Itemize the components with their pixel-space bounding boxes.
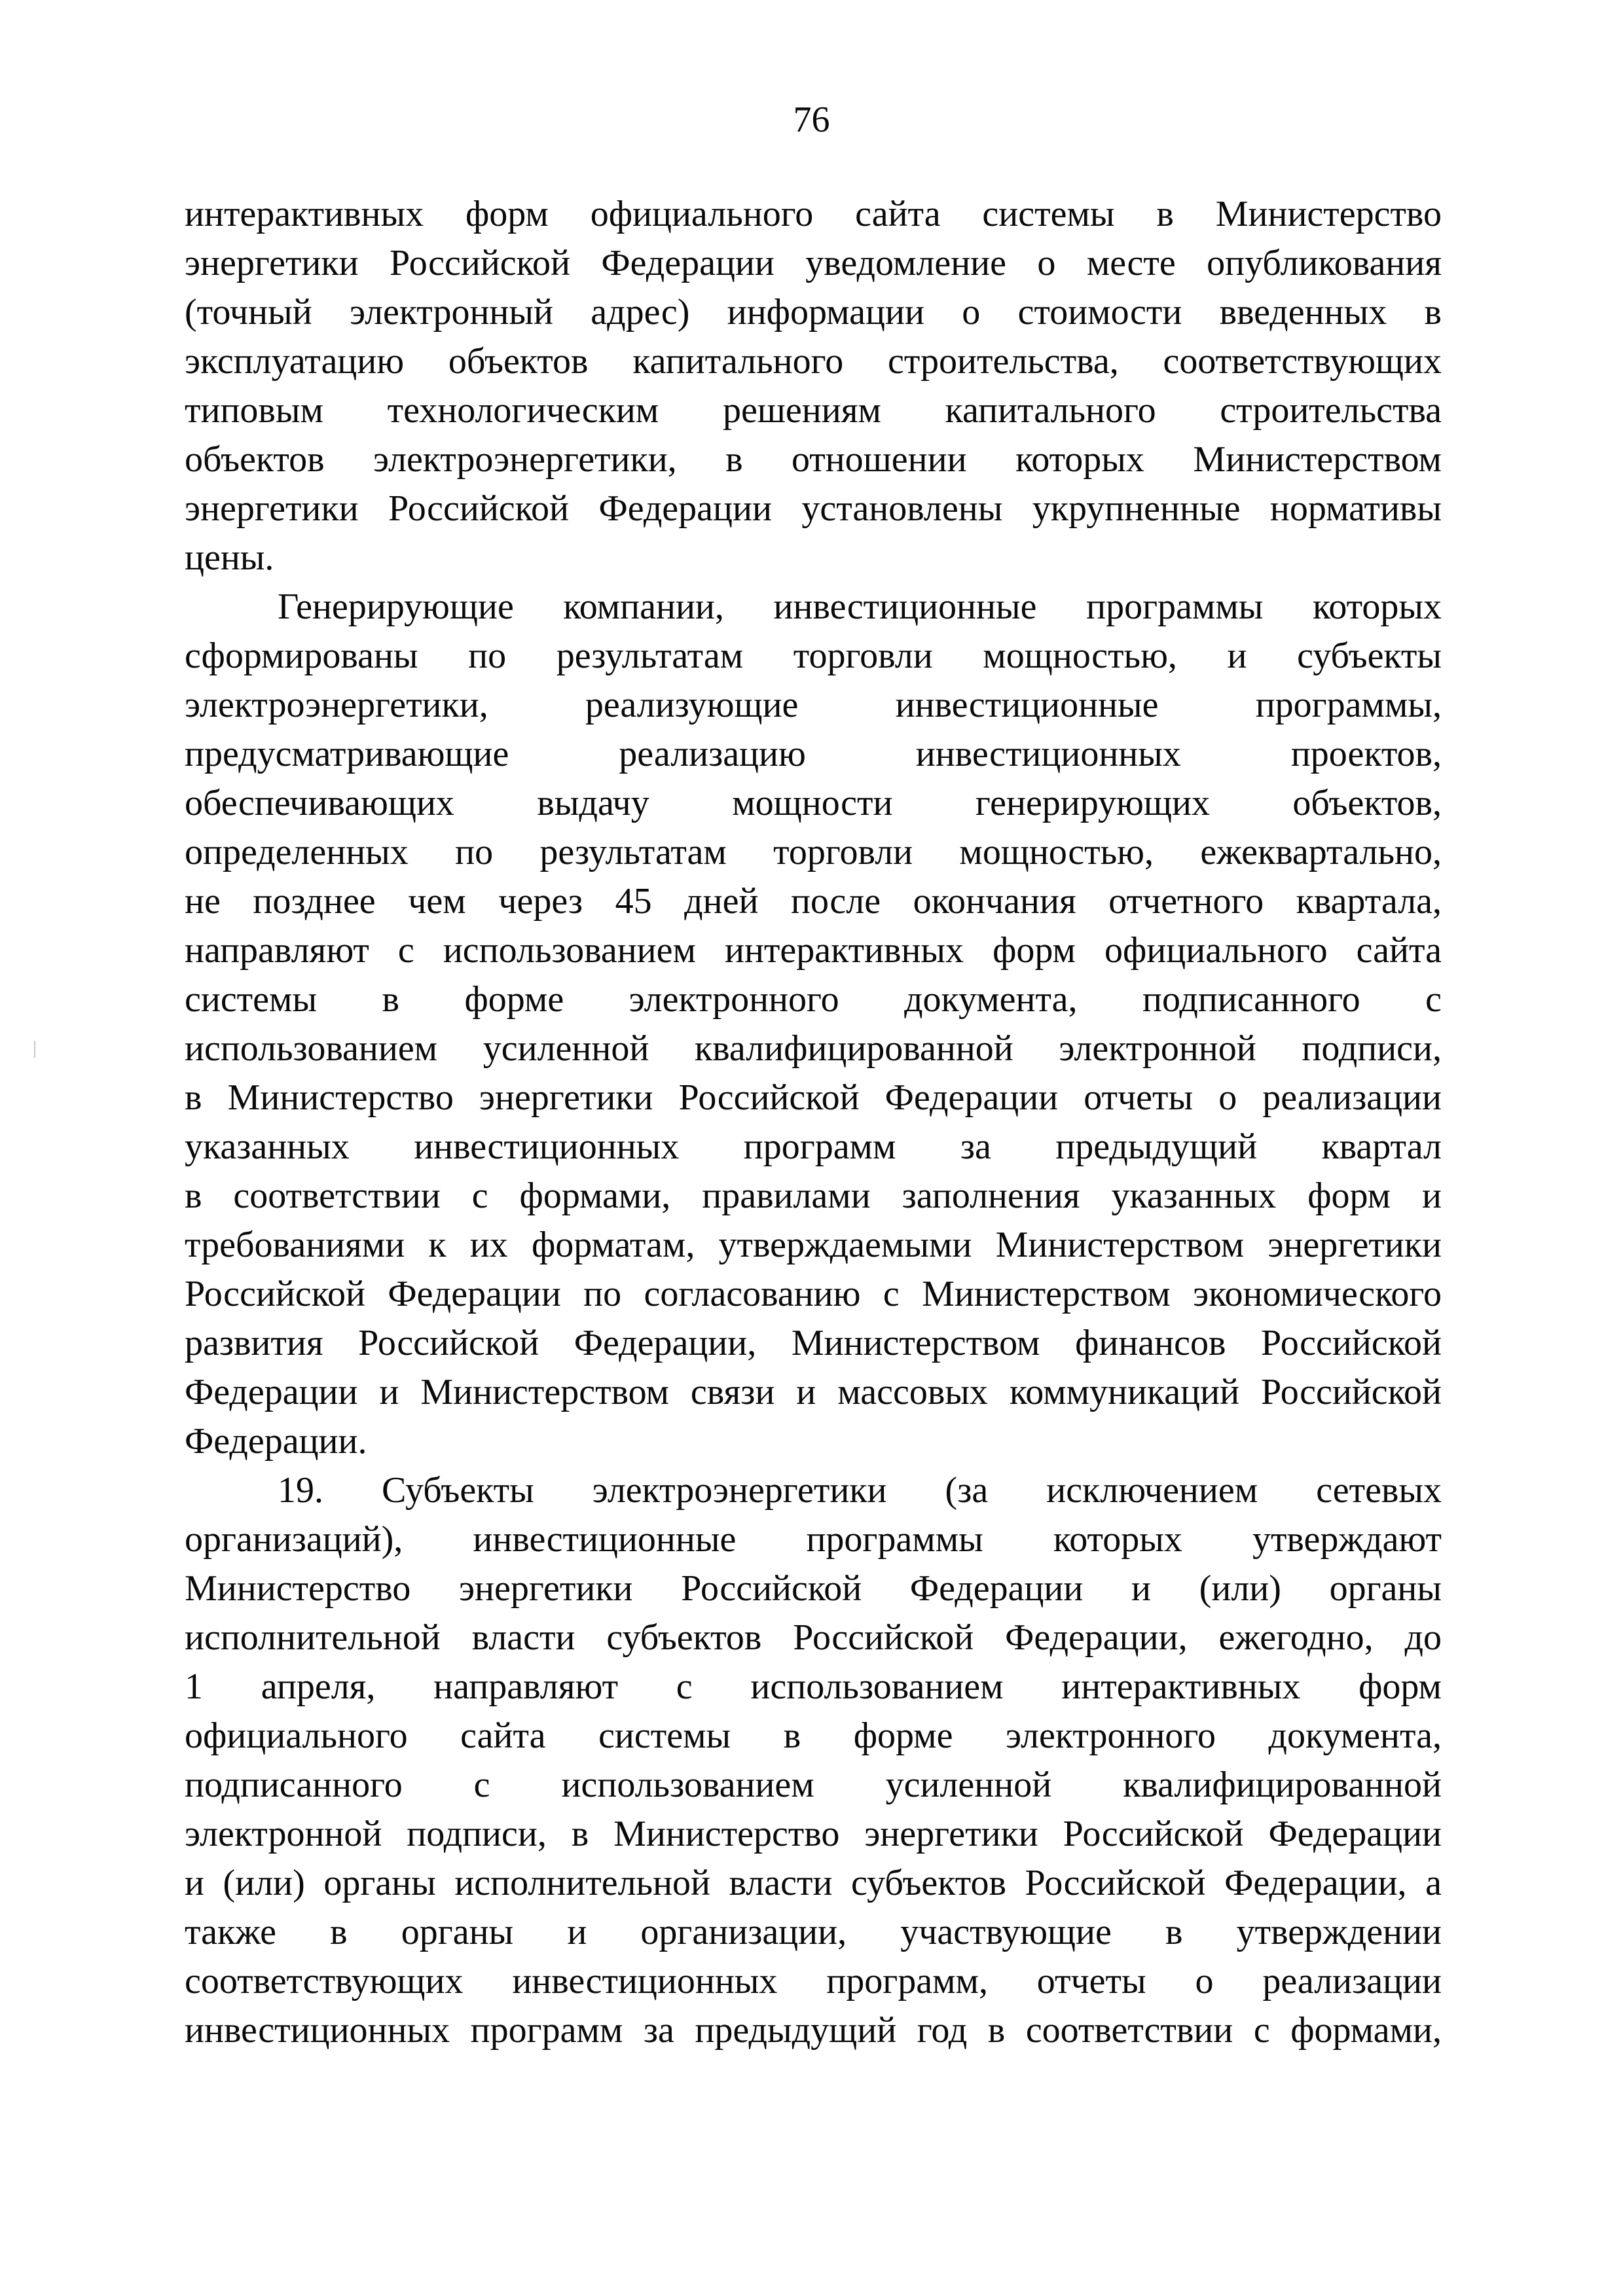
text-line: типовым технологическим решениям капитального строительства <box>185 390 1442 431</box>
text-line: требованиями к их форматам, утверждаемыми Министерством энергетики <box>185 1225 1442 1265</box>
text-line: также в органы и организации, участвующие в утверждении <box>185 1912 1442 1952</box>
text-line: электронной подписи, в Министерство энергетики Российской Федерации <box>185 1814 1442 1854</box>
text-line: в Министерство энергетики Российской Федерации отчеты о реализации <box>185 1077 1442 1118</box>
text-line: электроэнергетики, реализующие инвестиционные программы, <box>185 685 1442 725</box>
text-line: эксплуатацию объектов капитального строительства, соответствующих <box>185 341 1442 382</box>
text-line: и (или) органы исполнительной власти субъектов Российской Федерации, а <box>185 1863 1442 1903</box>
scan-artifact <box>34 1041 35 1058</box>
text-line: подписанного с использованием усиленной квалифицированной <box>185 1765 1442 1805</box>
text-line: обеспечивающих выдачу мощности генерирующих объектов, <box>185 783 1442 823</box>
text-line: 1 апреля, направляют с использованием интерактивных форм <box>185 1666 1442 1707</box>
paragraph-item-19 <box>185 1466 1442 2055</box>
text-line: использованием усиленной квалифицированной электронной подписи, <box>185 1028 1442 1069</box>
text-line: Федерации и Министерством связи и массовых коммуникаций Российской <box>185 1372 1442 1412</box>
text-line: (точный электронный адрес) информации о стоимости введенных в <box>185 292 1442 332</box>
text-line: направляют с использованием интерактивных форм официального сайта <box>185 930 1442 971</box>
text-line: предусматривающие реализацию инвестиционных проектов, <box>185 734 1442 774</box>
text-line: определенных по результатам торговли мощностью, ежеквартально, <box>185 832 1442 872</box>
text-line: Генерирующие компании, инвестиционные программы которых <box>278 586 1442 627</box>
page-number: 76 <box>793 99 830 140</box>
text-line: цены. <box>185 537 274 578</box>
paragraph-generating-companies <box>185 583 1442 1466</box>
text-line: официального сайта системы в форме электронного документа, <box>185 1715 1442 1756</box>
text-line: Федерации. <box>185 1421 367 1462</box>
document-body <box>185 190 1442 2055</box>
text-line: системы в форме электронного документа, подписанного с <box>185 979 1442 1020</box>
text-line: исполнительной власти субъектов Российской Федерации, ежегодно, до <box>185 1617 1442 1658</box>
text-line: энергетики Российской Федерации установлены укрупненные нормативы <box>185 488 1442 529</box>
paragraph-continuation <box>185 190 1442 583</box>
text-line: энергетики Российской Федерации уведомление о месте опубликования <box>185 243 1442 283</box>
text-line: не позднее чем через 45 дней после окончания отчетного квартала, <box>185 881 1442 922</box>
text-line: указанных инвестиционных программ за предыдущий квартал <box>185 1126 1442 1167</box>
text-line: Российской Федерации по согласованию с Министерством экономического <box>185 1274 1442 1314</box>
text-line: объектов электроэнергетики, в отношении которых Министерством <box>185 439 1442 480</box>
text-line: соответствующих инвестиционных программ, отчеты о реализации <box>185 1961 1442 2001</box>
text-line: Министерство энергетики Российской Федерации и (или) органы <box>185 1568 1442 1609</box>
text-line: инвестиционных программ за предыдущий год в соответствии с формами, <box>185 2010 1442 2051</box>
text-line: интерактивных форм официального сайта системы в Министерство <box>185 194 1442 234</box>
text-line: сформированы по результатам торговли мощностью, и субъекты <box>185 636 1442 676</box>
text-line: 19. Субъекты электроэнергетики (за исключением сетевых <box>278 1470 1442 1511</box>
text-line: развития Российской Федерации, Министерством финансов Российской <box>185 1323 1442 1363</box>
text-line: в соответствии с формами, правилами заполнения указанных форм и <box>185 1175 1442 1216</box>
text-line: организаций), инвестиционные программы которых утверждают <box>185 1519 1442 1560</box>
